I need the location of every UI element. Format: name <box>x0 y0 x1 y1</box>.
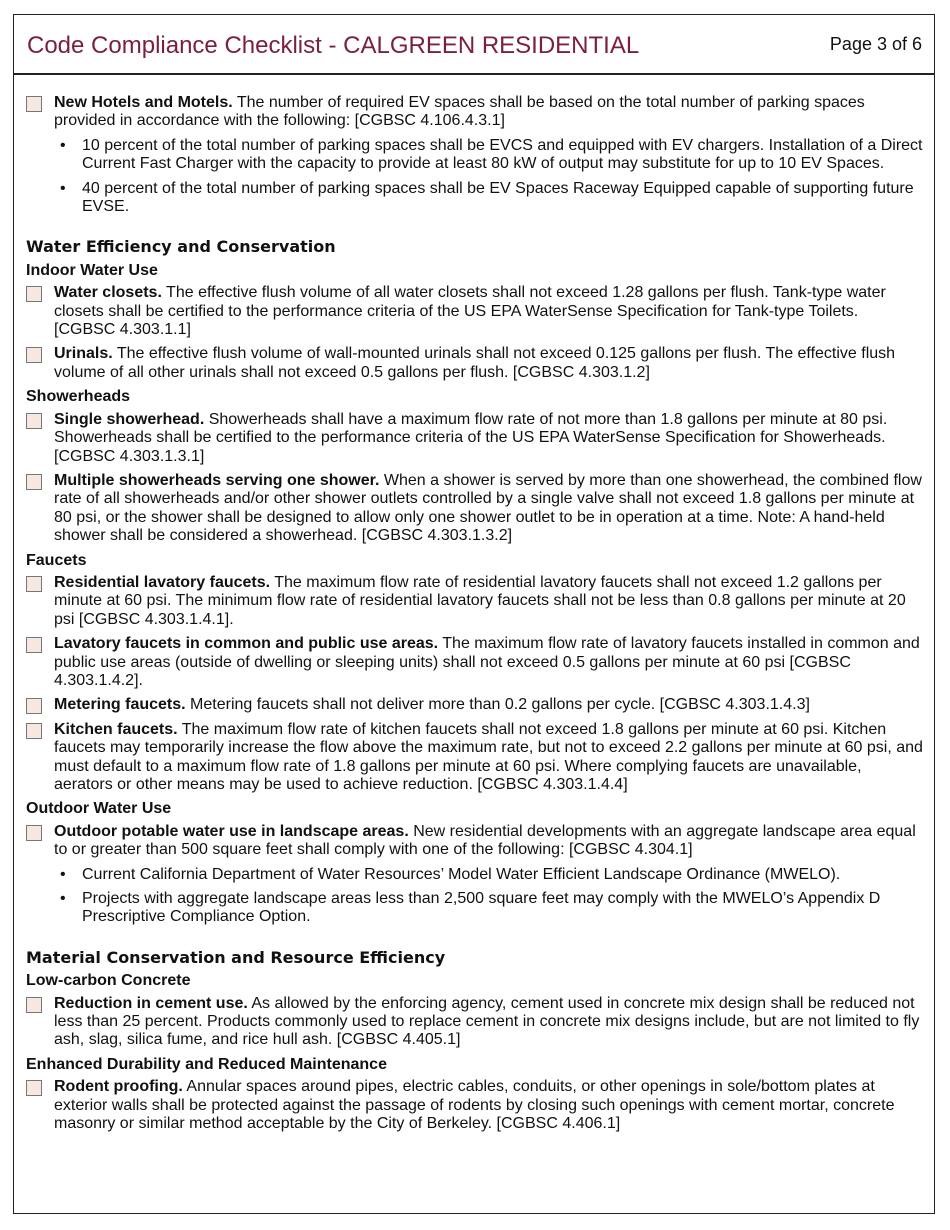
subheading-indoor-water: Indoor Water Use <box>26 261 158 279</box>
item-label: Metering faucets. <box>54 696 186 714</box>
checklist-item-outdoor-potable-water <box>26 823 924 860</box>
item-text: The maximum flow rate of residential lavatory faucets shall not exceed 1.2 gallons per minute at 60 psi. The minimum flow rate of residential lavatory faucets shall not be less than 0.8 gallons per minute at 20 psi [CGBSC 4.303.1.4.1]. <box>54 573 906 628</box>
checkbox[interactable] <box>26 474 42 490</box>
checklist-item-public-lavatory <box>26 635 924 690</box>
checklist-page <box>13 14 935 1214</box>
checkbox[interactable] <box>26 997 42 1013</box>
checklist-item-new-hotels <box>26 94 924 131</box>
bullet-text: Projects with aggregate landscape areas less than 2,500 square feet may comply with the MWELO’s Appendix D Prescriptive Compliance Option. <box>82 890 881 926</box>
bullet-item <box>26 866 924 884</box>
item-label: Outdoor potable water use in landscape areas. <box>54 822 409 840</box>
item-text: When a shower is served by more than one showerhead, the combined flow rate of all showerheads and/or other shower outlets controlled by a single valve shall not exceed 1.8 gallons per minute at 80 psi, or the shower shall be designed to allow only one shower outlet to be in operation at a time. Note: A hand-held shower shall be considered a showerhead. [CGBSC 4.303.1.3.2] <box>54 471 922 545</box>
page-number: Page 3 of 6 <box>829 34 922 54</box>
item-text: The effective flush volume of all water closets shall not exceed 1.28 gallons per flush. Tank-type water closets shall be certified to the performance criteria of the US EPA WaterSense Specification for Tank-type Toilets. [CGBSC 4.303.1.1] <box>54 284 886 339</box>
checkbox[interactable] <box>26 413 42 429</box>
checklist-item-residential-lavatory <box>26 574 924 629</box>
checkbox[interactable] <box>26 576 42 592</box>
subheading-low-carbon-concrete: Low-carbon Concrete <box>26 972 191 990</box>
bullet-icon: • <box>60 865 66 883</box>
item-text: Showerheads shall have a maximum flow rate of not more than 1.8 gallons per minute at 80 psi. Showerheads shall be certified to the performance criteria of the US EPA WaterSense Specification for Showerheads. [CGBSC 4.303.1.3.1] <box>54 410 888 465</box>
checklist-item-cement-reduction <box>26 995 924 1050</box>
item-label: Multiple showerheads serving one shower. <box>54 471 380 489</box>
bullet-icon: • <box>60 136 66 154</box>
item-text: The effective flush volume of wall-mounted urinals shall not exceed 0.125 gallons per flush. The effective flush volume of all other urinals shall not exceed 0.5 gallons per flush. [CGBSC 4.303.1.2] <box>54 345 896 381</box>
checkbox[interactable] <box>26 1080 42 1096</box>
checkbox[interactable] <box>26 637 42 653</box>
checklist-item-single-showerhead <box>26 411 924 466</box>
section-heading-material: Material Conservation and Resource Efficiency <box>26 947 446 967</box>
checklist-item-urinals <box>26 345 924 382</box>
item-text: New residential developments with an aggregate landscape area equal to or greater than 500 square feet shall comply with one of the following: [CGBSC 4.304.1] <box>54 822 916 859</box>
item-label: Reduction in cement use. <box>54 994 248 1012</box>
item-text: The number of required EV spaces shall be based on the total number of parking spaces provided in accordance with the following: [CGBSC 4.106.4.3.1] <box>54 94 865 130</box>
checkbox[interactable] <box>26 347 42 363</box>
page-header <box>14 15 934 75</box>
checklist-item-metering-faucets <box>26 696 924 714</box>
item-label: Urinals. <box>54 345 113 363</box>
item-label: Single showerhead. <box>54 410 205 428</box>
bullet-text: Current California Department of Water Resources’ Model Water Efficient Landscape Ordinance (MWELO). <box>82 865 841 883</box>
item-label: Residential lavatory faucets. <box>54 573 271 591</box>
checklist-item-multiple-showerheads <box>26 472 924 546</box>
item-text: Annular spaces around pipes, electric cables, conduits, or other openings in sole/bottom plates at exterior walls shall be protected against the passage of rodents by closing such openings with cement mortar, concrete masonry or similar method acceptable by the City of Berkeley. [CGBSC 4.406.1] <box>54 1078 895 1133</box>
checklist-item-rodent-proofing <box>26 1078 924 1133</box>
item-text: The maximum flow rate of kitchen faucets shall not exceed 1.8 gallons per minute at 60 psi. Kitchen faucets may temporarily increase the flow above the maximum rate, but not to exceed 2.2 gallons per minute at 60 psi, and must default to a maximum flow rate of 1.8 gallons per minute at 60 psi. Where complying faucets are unavailable, aerators or other means may be used to achieve reduction. [CGBSC 4.303.1.4.4] <box>54 720 923 793</box>
item-label: Kitchen faucets. <box>54 720 178 738</box>
subheading-faucets: Faucets <box>26 551 87 569</box>
checklist-item-kitchen-faucets <box>26 721 924 795</box>
checklist-content <box>26 94 924 1140</box>
item-label: Rodent proofing. <box>54 1078 183 1096</box>
section-heading-water: Water Efficiency and Conservation <box>26 237 336 257</box>
checkbox[interactable] <box>26 723 42 739</box>
item-text: As allowed by the enforcing agency, cement used in concrete mix design shall be reduced not less than 25 percent. Products commonly used to replace cement in concrete mix designs include, but are not limited to fly ash, slag, silica fume, and rice hull ash. [CGBSC 4.405.1] <box>54 994 920 1049</box>
bullet-item <box>26 137 924 174</box>
item-label: Lavatory faucets in common and public use areas. <box>54 635 439 653</box>
subheading-durability: Enhanced Durability and Reduced Maintenance <box>26 1055 387 1073</box>
item-label: Water closets. <box>54 284 162 302</box>
bullet-text: 40 percent of the total number of parking spaces shall be EV Spaces Raceway Equipped capable of supporting future EVSE. <box>82 179 914 216</box>
checkbox[interactable] <box>26 698 42 714</box>
subheading-outdoor-water: Outdoor Water Use <box>26 800 172 818</box>
checklist-item-water-closets <box>26 284 924 339</box>
page-title: Code Compliance Checklist - CALGREEN RESIDENTIAL <box>27 32 640 59</box>
checkbox[interactable] <box>26 286 42 302</box>
bullet-item <box>26 180 924 217</box>
bullet-icon: • <box>60 890 66 908</box>
bullet-item <box>26 890 924 927</box>
item-text: Metering faucets shall not deliver more than 0.2 gallons per cycle. [CGBSC 4.303.1.4.3] <box>185 696 810 714</box>
checkbox[interactable] <box>26 96 42 112</box>
item-label: New Hotels and Motels. <box>54 94 233 111</box>
bullet-text: 10 percent of the total number of parking spaces shall be EVCS and equipped with EV chargers. Installation of a Direct Current Fast Charger with the capacity to provide at least 80 kW of output may substitute for up to 10 EV Spaces. <box>82 136 923 173</box>
checkbox[interactable] <box>26 825 42 841</box>
item-text: The maximum flow rate of lavatory faucets installed in common and public use areas (outside of dwelling or sleeping units) shall not exceed 0.5 gallons per minute at 60 psi [CGBSC 4.303.1.4.2]. <box>54 635 920 689</box>
bullet-icon: • <box>60 179 66 197</box>
subheading-showerheads: Showerheads <box>26 388 131 406</box>
